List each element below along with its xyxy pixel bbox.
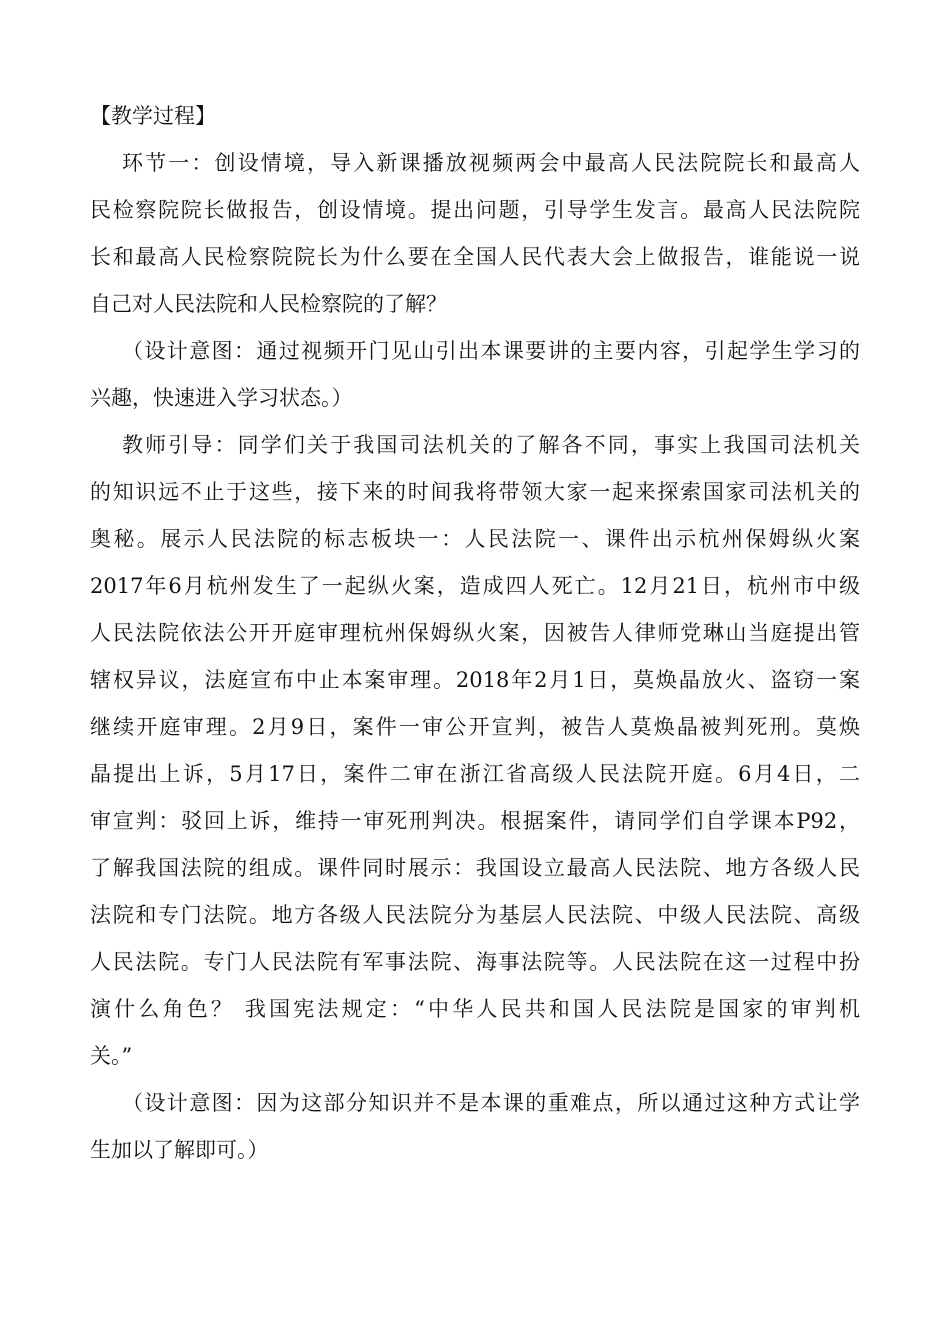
text-line: 兴趣，快速进入学习状态。） — [90, 386, 353, 410]
paragraph-scenario-intro — [90, 140, 860, 328]
text-line: 了解我国法院的组成。课件同时展示：我国设立最高人民法院、地方各级人民 — [90, 856, 860, 880]
paragraph-teacher-guidance — [90, 422, 860, 1080]
text-line: 人民法院。专门人民法院有军事法院、海事法院等。人民法院在这一过程中扮 — [90, 950, 860, 974]
text-line: 辖权异议，法庭宣布中止本案审理。2018年2月1日，莫焕晶放火、盗窃一案 — [90, 668, 860, 692]
text-line: 法院和专门法院。地方各级人民法院分为基层人民法院、中级人民法院、高级 — [90, 903, 860, 927]
text-line: 长和最高人民检察院院长为什么要在全国人民代表大会上做报告，谁能说一说 — [90, 245, 860, 269]
text-line: 教师引导：同学们关于我国司法机关的了解各不同，事实上我国司法机关 — [122, 433, 860, 457]
text-line: 的知识远不止于这些，接下来的时间我将带领大家一起来探索国家司法机关的 — [90, 480, 860, 504]
text-line: 生加以了解即可。） — [90, 1138, 269, 1162]
text-line: 环节一：创设情境，导入新课播放视频两会中最高人民法院院长和最高人 — [122, 151, 860, 175]
paragraph-design-intent-1 — [90, 328, 860, 422]
text-line: （设计意图：因为这部分知识并不是本课的重难点，所以通过这种方式让学 — [122, 1091, 860, 1115]
text-line: （设计意图：通过视频开门见山引出本课要讲的主要内容，引起学生学习的 — [122, 339, 860, 363]
text-line: 2017年6月杭州发生了一起纵火案，造成四人死亡。12月21日，杭州市中级 — [90, 574, 860, 598]
section-heading: 【教学过程】 — [90, 104, 216, 128]
text-line: 审宣判：驳回上诉，维持一审死刑判决。根据案件，请同学们自学课本P92， — [90, 809, 860, 833]
text-line: 晶提出上诉，5月17日，案件二审在浙江省高级人民法院开庭。6月4日，二 — [90, 762, 860, 786]
text-line: 演什么角色？ 我国宪法规定：“中华人民共和国人民法院是国家的审判机 — [90, 997, 860, 1021]
text-line: 人民法院依法公开开庭审理杭州保姆纵火案，因被告人律师党琳山当庭提出管 — [90, 621, 860, 645]
paragraph-design-intent-2 — [90, 1080, 860, 1174]
text-line: 自己对人民法院和人民检察院的了解？ — [90, 292, 447, 316]
text-line: 关。” — [90, 1044, 133, 1068]
document-body — [90, 93, 860, 1174]
text-line: 民检察院院长做报告，创设情境。提出问题，引导学生发言。最高人民法院院 — [90, 198, 860, 222]
text-line: 奥秘。展示人民法院的标志板块一：人民法院一、课件出示杭州保姆纵火案 — [90, 527, 860, 551]
text-line: 继续开庭审理。2月9日，案件一审公开宣判，被告人莫焕晶被判死刑。莫焕 — [90, 715, 860, 739]
